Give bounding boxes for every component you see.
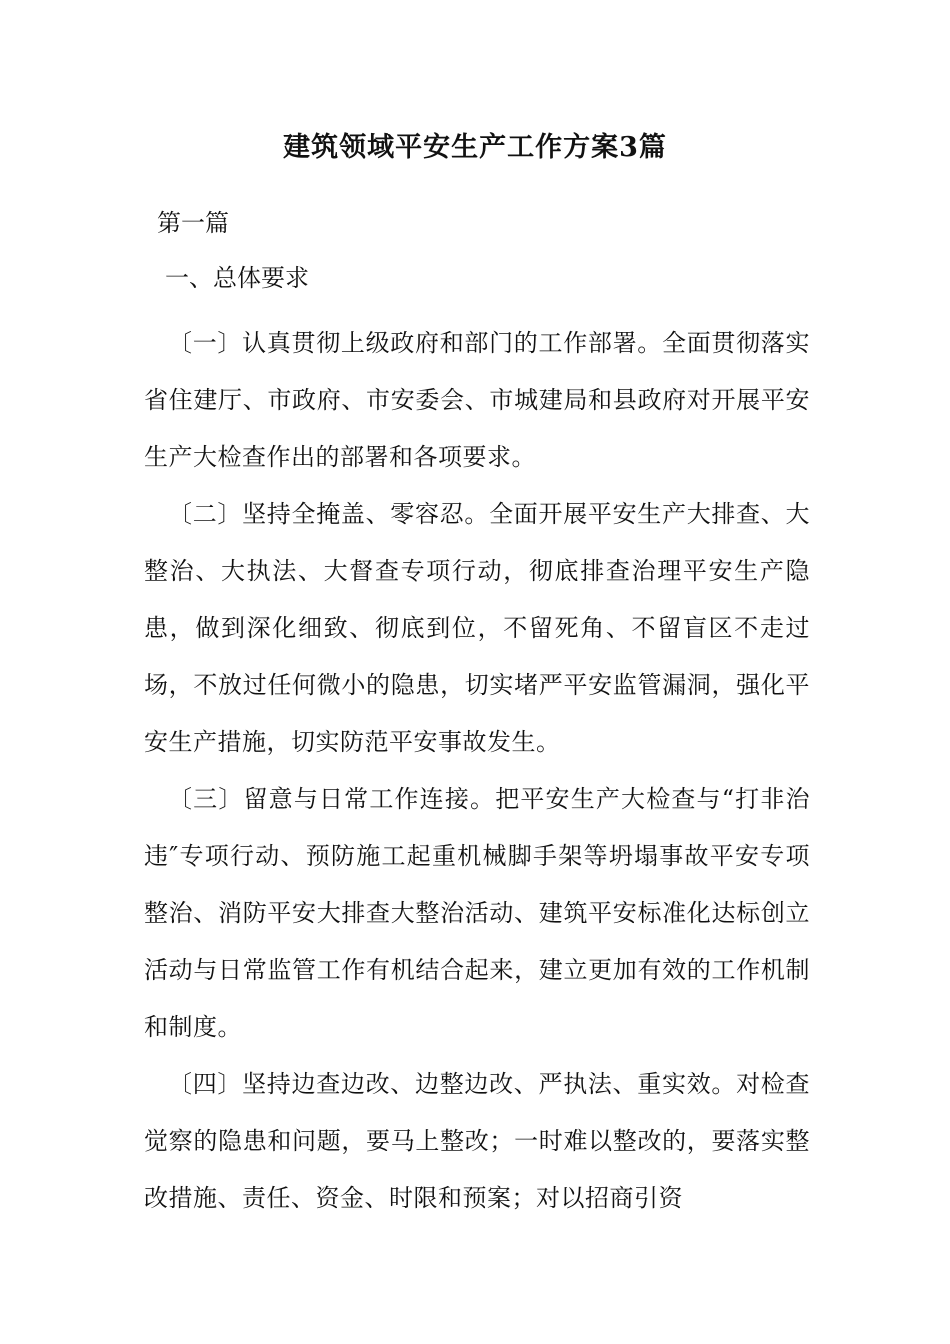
paragraph-2: 〔二〕坚持全掩盖、零容忍。全面开展平安生产大排查、大整治、大执法、大督查专项行动，彻底排查治理平安生产隐患，做到深化细致、彻底到位，不留死角、不留盲区不走过场，不放过任何微小的隐患，切实堵严平安监管漏洞，强化平安生产措施，切实防范平安事故发生。	[144, 500, 810, 756]
paragraph-3: 〔三〕留意与日常工作连接。把平安生产大检查与“打非治违″专项行动、预防施工起重机械脚手架等坍塌事故平安专项整治、消防平安大排查大整治活动、建筑平安标准化达标创立活动与日常监管工作有机结合起来，建立更加有效的工作机制和制度。	[144, 785, 810, 1041]
body-text	[144, 315, 810, 1227]
document-title: 建筑领域平安生产工作方案3篇	[283, 132, 667, 163]
paragraph-1: 〔一〕认真贯彻上级政府和部门的工作部署。全面贯彻落实省住建厅、市政府、市安委会、市城建局和县政府对开展平安生产大检查作出的部署和各项要求。	[144, 329, 810, 471]
paragraph-4: 〔四〕坚持边查边改、边整边改、严执法、重实效。对检查觉察的隐患和问题，要马上整改；一时难以整改的，要落实整改措施、责任、资金、时限和预案；对以招商引资	[144, 1070, 810, 1212]
section-heading: 一、总体要求	[165, 264, 309, 292]
section-label: 第一篇	[157, 209, 229, 237]
